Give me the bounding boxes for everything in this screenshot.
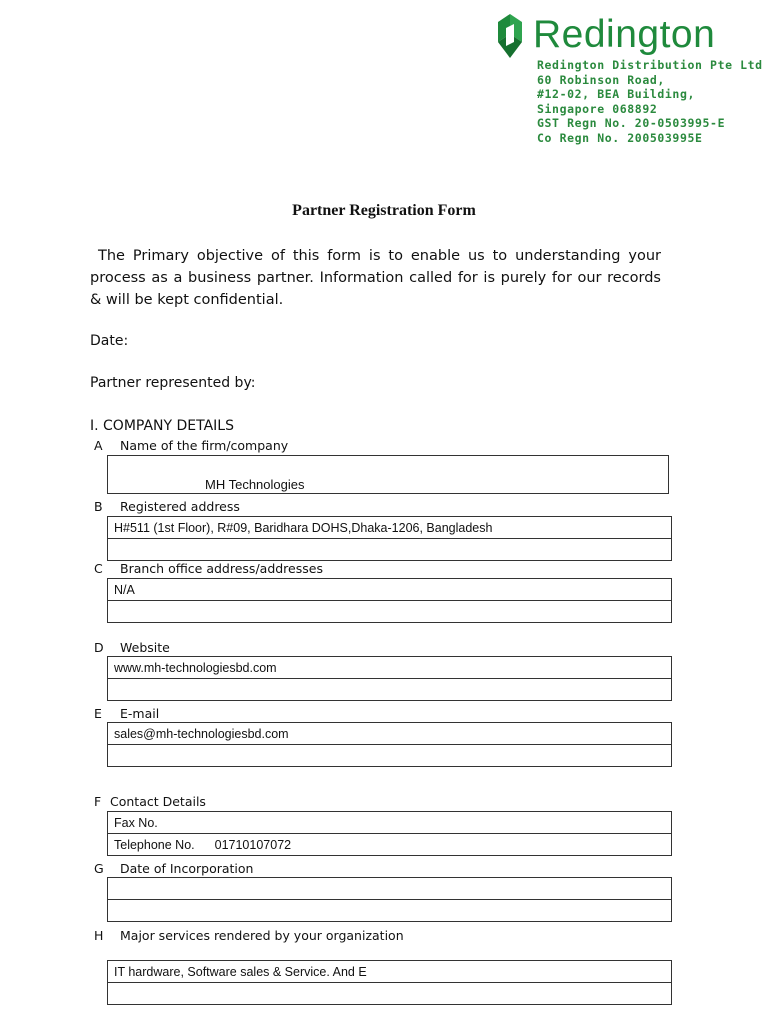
branch-address-box — [107, 578, 672, 623]
incorporation-date-field-2[interactable] — [108, 900, 671, 922]
email-field[interactable]: sales@mh-technologiesbd.com — [108, 723, 671, 745]
fax-field[interactable] — [108, 812, 671, 834]
field-a-label — [94, 438, 288, 453]
incorporation-date-field[interactable] — [108, 878, 671, 900]
address-line: 60 Robinson Road, — [537, 72, 665, 87]
field-g-label — [94, 861, 253, 876]
partner-label: Partner represented by: — [90, 375, 256, 391]
firm-name-value: MH Technologies — [205, 477, 305, 492]
field-label-text: Date of Incorporation — [120, 861, 254, 876]
redington-logo-icon — [496, 12, 524, 60]
field-letter: F — [94, 794, 102, 809]
field-h-label — [94, 928, 404, 943]
telephone-field[interactable] — [108, 834, 671, 856]
incorporation-date-box — [107, 877, 672, 922]
field-label-text: Branch office address/addresses — [120, 561, 323, 576]
field-letter: E — [94, 706, 102, 721]
major-services-field-2[interactable] — [108, 983, 671, 1005]
address-line: Singapore 068892 — [537, 101, 658, 116]
website-field-2[interactable] — [108, 679, 671, 701]
registered-address-field-2[interactable] — [108, 539, 671, 561]
registered-address-box — [107, 516, 672, 561]
field-f-label — [94, 794, 206, 809]
registered-address-field[interactable]: H#511 (1st Floor), R#09, Baridhara DOHS,Dhaka-1206, Bangladesh — [108, 517, 671, 539]
branch-address-field[interactable]: N/A — [108, 579, 671, 601]
field-label-text: E-mail — [120, 706, 160, 721]
telephone-value: 01710107072 — [214, 838, 292, 852]
section-title: I. COMPANY DETAILS — [90, 418, 234, 434]
major-services-field[interactable]: IT hardware, Software sales & Service. And E — [108, 961, 671, 983]
field-d-label — [94, 640, 170, 655]
field-b-label — [94, 499, 240, 514]
website-box — [107, 656, 672, 701]
address-line: GST Regn No. 20-0503995-E — [537, 116, 726, 130]
field-letter: C — [94, 561, 103, 576]
branch-address-field-2[interactable] — [108, 601, 671, 623]
contact-details-box — [107, 811, 672, 856]
field-label-text: Major services rendered by your organization — [120, 928, 404, 943]
email-box — [107, 722, 672, 767]
date-label: Date: — [90, 333, 129, 349]
field-letter: G — [94, 861, 104, 876]
email-field-2[interactable] — [108, 745, 671, 767]
address-line: Redington Distribution Pte Ltd — [537, 58, 763, 72]
field-label-text: Registered address — [120, 499, 240, 514]
address-line: #12-02, BEA Building, — [537, 87, 695, 101]
fax-label: Fax No. — [114, 816, 158, 830]
telephone-label: Telephone No. — [114, 838, 195, 852]
field-c-label — [94, 561, 323, 576]
website-field[interactable]: www.mh-technologiesbd.com — [108, 657, 671, 679]
address-line: Co Regn No. 200503995E — [537, 130, 703, 145]
intro-paragraph: The Primary objective of this form is to enable us to understanding your process as a business partner. Information called for is purely for our records & will be kept confidential. — [90, 248, 661, 308]
company-address — [537, 58, 763, 145]
field-letter: A — [94, 438, 103, 453]
brand-name: Redington — [533, 13, 716, 56]
field-letter: H — [94, 928, 104, 943]
form-title: Partner Registration Form — [292, 202, 476, 219]
field-letter: B — [94, 499, 103, 514]
field-label-text: Name of the firm/company — [120, 438, 289, 453]
field-e-label — [94, 706, 159, 721]
field-label-text: Contact Details — [110, 794, 206, 809]
major-services-box — [107, 960, 672, 1005]
field-letter: D — [94, 640, 104, 655]
field-label-text: Website — [120, 640, 170, 655]
firm-name-field[interactable] — [107, 455, 669, 494]
